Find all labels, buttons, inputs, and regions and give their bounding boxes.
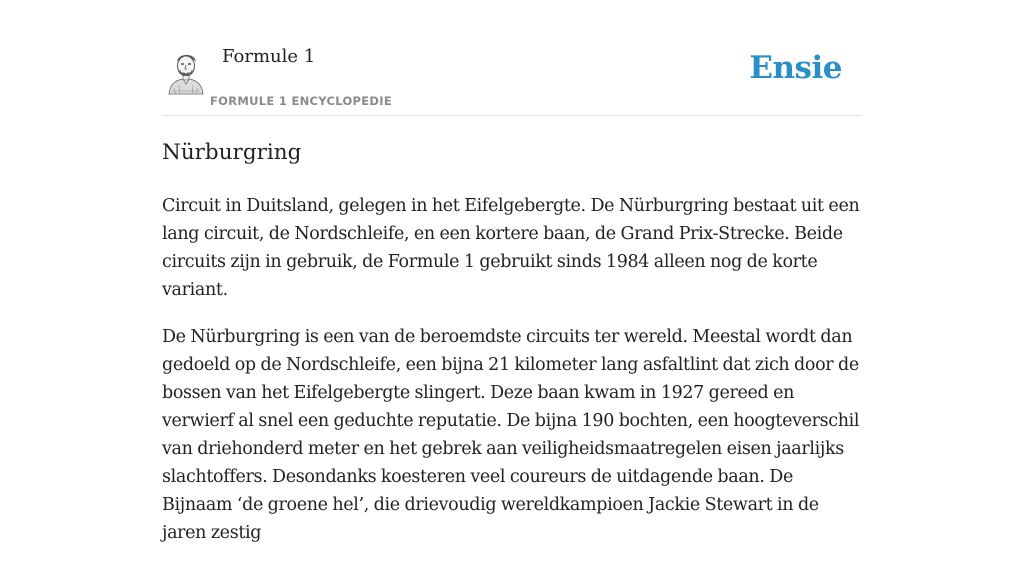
book-header [162,0,862,116]
book-title[interactable]: Formule 1 [222,46,316,67]
person-sketch-icon[interactable] [166,48,206,94]
book-subtitle[interactable]: FORMULE 1 ENCYCLOPEDIE [210,94,392,108]
article-paragraph: Circuit in Duitsland, gelegen in het Eifelgebergte. De Nürburgring bestaat uit een lang circuit, de Nordschleife, en een kortere baan, de Grand Prix-Strecke. Beide circuits zijn in gebruik, de Formule 1 gebruikt sinds 1984 alleen nog de korte variant. [162,196,860,300]
article-title: Nürburgring [162,140,302,165]
article-paragraph: De Nürburgring is een van de beroemdste circuits ter wereld. Meestal wordt dan gedoeld op de Nordschleife, een bijna 21 kilometer lang asfaltlint dat zich door de bossen van het Eifelgebergte slingert. Deze baan kwam in 1927 gereed en verwierf al snel een geduchte reputatie. De bijna 190 bochten, een hoogteverschil van driehonderd meter en het gebrek aan veiligheidsmaatregelen eisen jaarlijks slachtoffers. Desondanks koesteren veel coureurs de uitdagende baan. De Bijnaam ‘de groene hel’, die drievoudig wereldkampioen Jackie Stewart in de jaren zestig [162,327,860,543]
brand-logo[interactable]: Ensie [749,50,842,86]
page [162,0,862,543]
article-body [162,192,862,566]
